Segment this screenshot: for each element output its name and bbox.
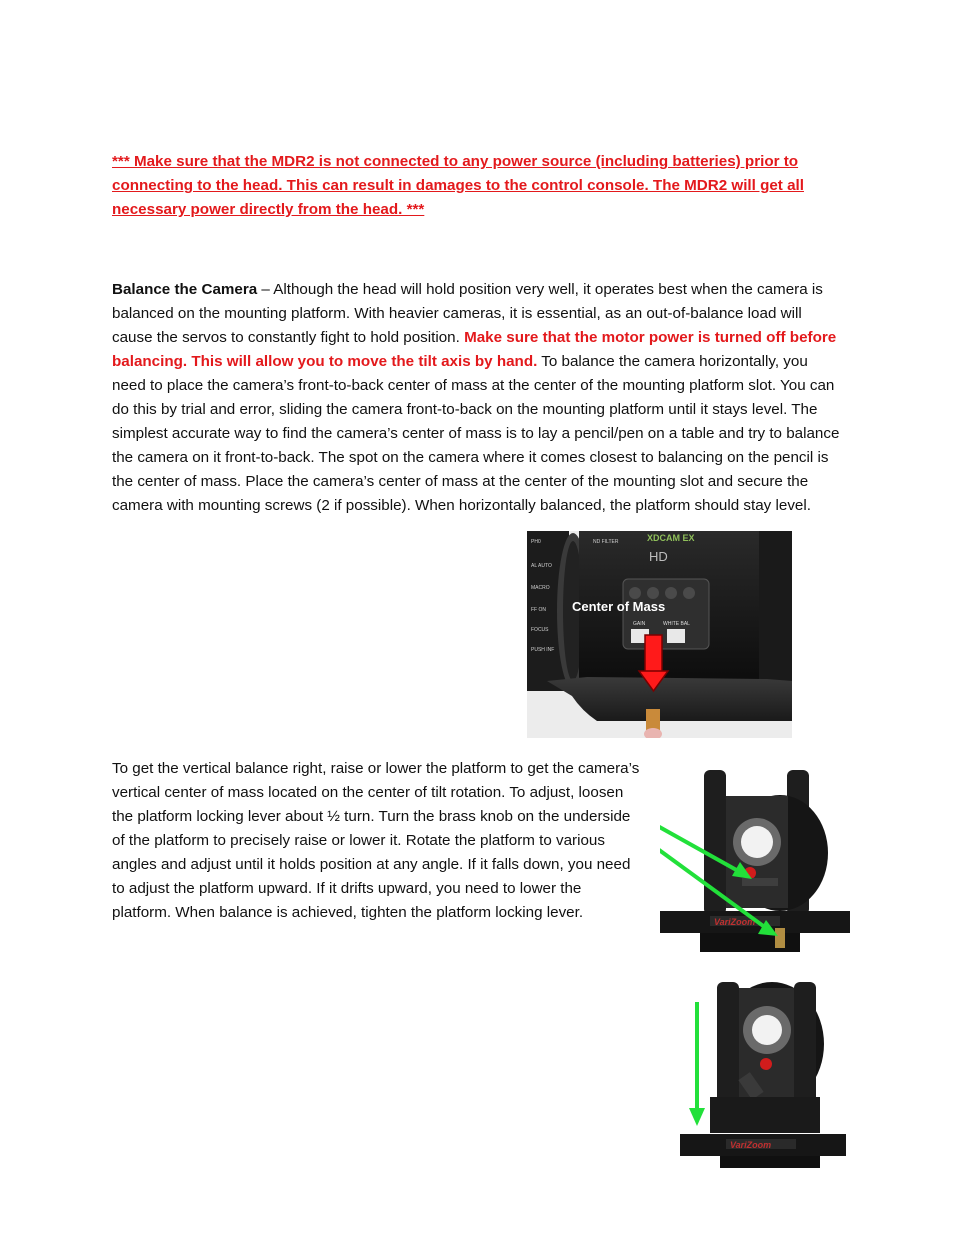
balance-text-a: – Although the head will hold position very well, it operates best when the camera is balanced on the mounting platform. With heavier cameras, it is essential, as an out-of-balance load will cause the servos to constantly fight to hold position. xyxy=(112,281,823,346)
svg-text:MACRO: MACRO xyxy=(531,585,550,591)
head-lever-knob-photo xyxy=(660,768,850,952)
center-of-mass-label: Center of Mass xyxy=(572,599,666,614)
power-warning: *** Make sure that the MDR2 is not connected to any power source (including batteries) prior to connecting to the head. This can result in damages to the control console. The MDR2 will get all necessary power directly from the head. *** xyxy=(112,153,804,218)
balance-heading: Balance the Camera xyxy=(112,281,258,298)
gain-label: GAIN xyxy=(633,621,646,627)
svg-text:PH0: PH0 xyxy=(531,539,541,545)
nd-filter-label: ND FILTER xyxy=(593,539,619,545)
varizoom-label-1: VariZoom xyxy=(714,917,756,927)
camera-brand: XDCAM EX xyxy=(647,533,695,543)
svg-text:FF ON: FF ON xyxy=(531,607,546,613)
white-bal-label: WHITE BAL xyxy=(663,621,690,627)
camera-center-of-mass-photo xyxy=(527,531,792,738)
lower-platform-arrow xyxy=(689,1002,705,1126)
head-platform-lowered-photo xyxy=(680,982,846,1168)
svg-text:PUSH INF: PUSH INF xyxy=(531,647,555,653)
vertical-balance-paragraph: To get the vertical balance right, raise or lower the platform to get the camera’s vertical center of mass located on the center of tilt rotation. To adjust, loosen the platform locking lever about ½ turn. Turn the brass knob on the underside of the platform to precisely raise or lower it. Rotate the platform to various angles and adjust until it holds position at any angle. If it falls down, you need to adjust the platform upward. If it drifts upward, you need to lower the platform. When balance is achieved, tighten the platform locking lever. xyxy=(112,760,640,921)
focus-label: FOCUS xyxy=(531,627,549,633)
camera-hd: HD xyxy=(649,549,668,564)
balance-paragraph xyxy=(112,278,842,518)
svg-text:AL AUTO: AL AUTO xyxy=(531,563,552,569)
balance-text-b: To balance the camera horizontally, you need to place the camera’s front-to-back center of mass at the center of the mounting platform slot. You can do this by trial and error, sliding the camera front-to-back on the mounting platform until it stays level. The simplest accurate way to find the camera’s center of mass is to lay a pencil/pen on a table and try to balance the camera on it front-to-back. The spot on the camera where it comes closest to balancing on the pencil is the center of mass. Place the camera’s center of mass at the center of the mounting slot and secure the camera with mounting screws (2 if possible). When horizontally balanced, the platform should stay level. xyxy=(112,353,840,514)
motor-power-warning: Make sure that the motor power is turned off before balancing. This will allow you to move the tilt axis by hand. xyxy=(112,329,837,370)
varizoom-label-2: VariZoom xyxy=(730,1140,772,1150)
